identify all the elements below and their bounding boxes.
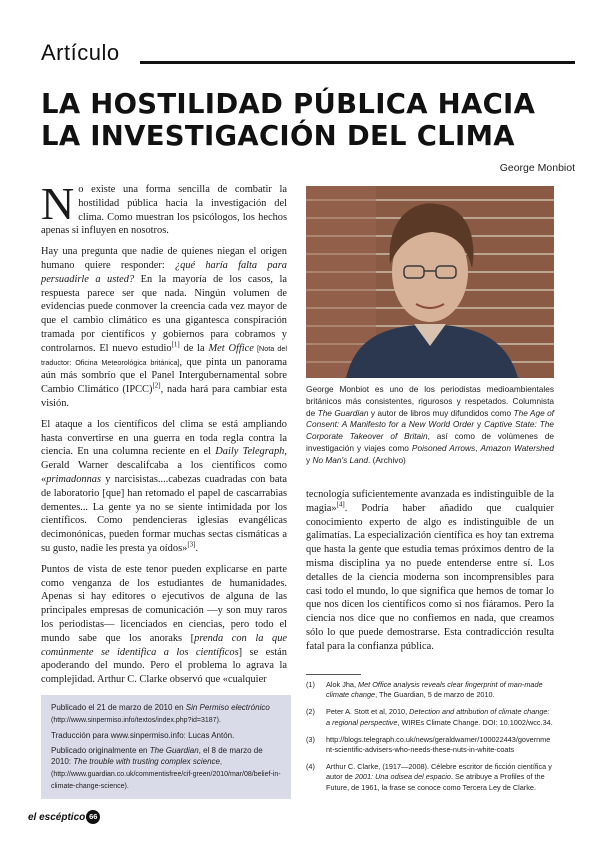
- footnote-2: (2) Peter A. Stott et al, 2010, Detection and attribution of climate change: a regional perspective, WIREs Climate Change. DOI: 10.1002/wcc.34.: [306, 707, 553, 727]
- intro-paragraph: No existe una forma sencilla de combatir la hostilidad pública hacia la investigación del clima. Como muestran los psicólogos, los hechos apenas si influyen en nosotros.: [41, 178, 287, 237]
- page-number: 66: [86, 810, 100, 824]
- sinpermiso-link[interactable]: (http://www.sinpermiso.info/textos/index.php?id=3187).: [51, 717, 221, 724]
- footnote-3: (3) http://blogs.telegraph.co.uk/news/geraldwarner/100022443/government-scientific-advisers-who-needs-these-nuts-in-white-coats: [306, 734, 551, 755]
- drop-cap: N: [41, 178, 75, 229]
- pub-line-3: Publicado originalmente en The Guardian, el 8 de marzo de 2010: The trouble with trusting complex science, (http://www.guardian.co.uk/commentisfree/cif-green/2010/mar/08/belief-in-climate-change-science).: [51, 746, 281, 790]
- body-paragraph-4: Puntos de vista de este tenor pueden explicarse en parte como venganza de los estudiantes de humanidades. Apenas si hay editores o ejecutivos de alguna de las principales empresas de comunicación —y son muy raros los periodistas— licenciados en ciencias, pero todo el mundo sabe que los anoraks [prenda con la que comúnmente se identifica a los científicos] se están apoderando del mundo. Pero el problema lo agrava la complejidad. Arthur C. Clarke observó que «cualquier: [41, 563, 287, 686]
- page-footer: [28, 810, 100, 824]
- author-name: George Monbiot: [499, 162, 575, 174]
- footnote-4: (4) Arthur C. Clarke, (1917—2008). Célebre escritor de ficción científica y autor de 2001: Una odisea del espacio. Se atribuye a Profiles of the Future, de 1961, la frase se conoce como Tercera Ley de Clarke.: [306, 762, 552, 792]
- author-portrait-image: [306, 186, 554, 378]
- translator-note: [Nota del traductor: Oficina Meteorológica británica]: [41, 343, 287, 367]
- footnote-ref-2[interactable]: [2]: [152, 381, 161, 390]
- right-column: [306, 488, 554, 654]
- footnote-ref-3[interactable]: [3]: [187, 540, 196, 549]
- article-title: [41, 88, 581, 152]
- footnote-ref-4[interactable]: [4]: [336, 500, 345, 509]
- pub-line-1: Publicado el 21 de marzo de 2010 en Sin Permiso electrónico (http://www.sinpermiso.info/textos/index.php?id=3187).: [51, 703, 270, 724]
- section-label: Artículo: [41, 40, 120, 65]
- publication-info-box: [41, 695, 291, 799]
- body-paragraph-3: El ataque a los científicos del clima se está ampliando hasta convertirse en una guerra en toda regla contra la ciencia. En una columna reciente en el Daily Telegraph, Gerald Warner descalifcaba a los científicos como «primadonnas y narcisistas....cabezas cuadradas con bata de laboratorio [que] han retomado el papel de cascarrabias dementes... La gente ya no se siente intimidada por los científicos. Como pendencieras iglesias evangélicas decimonónicas, pueden formar muchas sectas cismáticas a su gusto, nadie les presta ya oídos»[3].: [41, 418, 287, 554]
- section-rule: [140, 61, 575, 64]
- guardian-link[interactable]: , (http://www.guardian.co.uk/commentisfree/cif-green/2010/mar/08/belief-in-climate-change-science).: [51, 759, 281, 790]
- title-line-2: LA INVESTIGACIÓN DEL CLIMA: [41, 120, 515, 152]
- footnotes-divider: [306, 674, 361, 675]
- body-paragraph-5: tecnología suficientemente avanzada es indistinguible de la magia»[4]. Podría haber añadido que cualquier conocimiento experto de algo es indistinguible de un galimatías. La especialización científica es hoy tan extrema que hasta la gente que estudia temas próximos dentro de la misma disciplina ya no puede entenderse entre sí. Los detalles de la ciencia moderna son incomprensibles para casi todo el mundo, lo que significa que hemos de tomar lo que nos dicen los científicos como si nos fiáramos. Pero la ciencia nos dice que no confiemos en nada, que creamos sólo lo que puede demostrarse. Esta contradicción resulta fatal para la confianza pública.: [306, 489, 554, 652]
- footnote-3-link[interactable]: http://blogs.telegraph.co.uk/news/geraldwarner/100022443/government-scientific-advisers-who-needs-these-nuts-in-white-coats: [326, 734, 551, 755]
- left-column: [41, 178, 287, 694]
- title-line-1: LA HOSTILIDAD PÚBLICA HACIA: [41, 88, 536, 120]
- footnote-ref-1[interactable]: [1]: [171, 340, 180, 349]
- footnotes: [306, 680, 554, 800]
- body-paragraph-2: Hay una pregunta que nadie de quienes niegan el origen humano quiere responder: ¿qué haría falta para persuadirle a usted? En la mayoría de los casos, la respuesta parece ser que nada. Ningún volumen de evidencias puede conmover la creencia cada vez mayor de que el cambio climático es una gigantesca conspiración tramada por científicos y gobiernos para cobramos y controlarnos. El nuevo estudio[1] de la Met Office [Nota del traductor: Oficina Meteorológica británica], que pinta un panorama aún más sombrío que el Panel Intergubernamental sobre Cambio Climático (IPCC)[2], nada hará para cambiar esta visión.: [41, 246, 287, 409]
- author-photo: [306, 186, 554, 378]
- magazine-brand: el escéptico: [28, 811, 86, 823]
- footnote-1: (1) Alok Jha, Met Office analysis reveals clear fingerprint of man-made climate change, The Guardian, 5 de marzo de 2010.: [306, 680, 543, 700]
- pub-line-2: Traducción para www.sinpermiso.info: Lucas Antón.: [51, 731, 235, 740]
- photo-caption: George Monbiot es uno de los periodistas medioambientales británicos más consistentes, rigurosos y respetados. Columnista de The Guardian y autor de libros muy difundidos como The Age of Consent: A Manifesto for a New World Order y Captive State: The Corporate Takeover of Britain, así como de volúmenes de investigación y viajes como Poisoned Arrows, Amazon Watershed y No Man's Land. (Archivo): [306, 384, 554, 465]
